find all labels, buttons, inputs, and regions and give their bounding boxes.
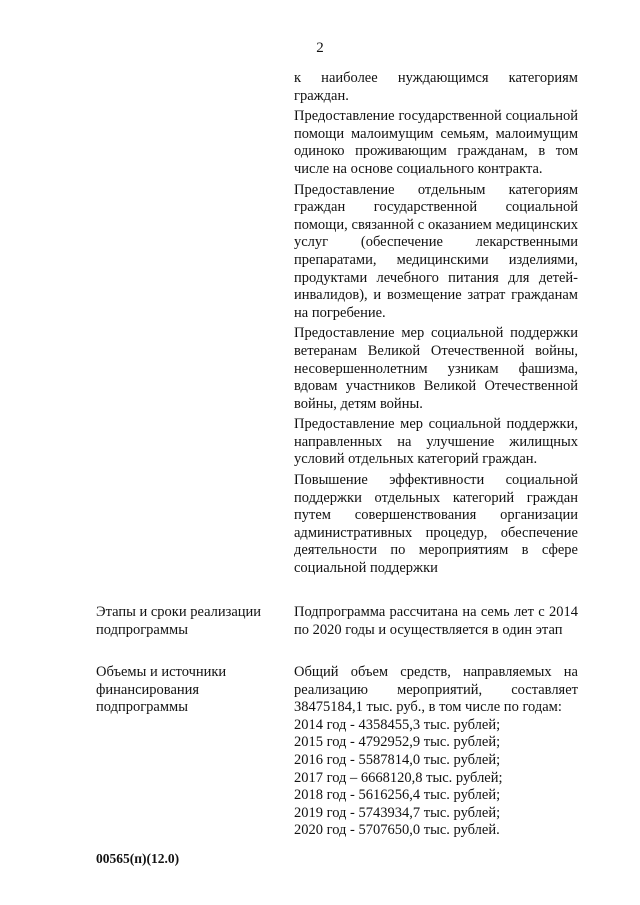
funding-year-line: 2018 год - 5616256,4 тыс. рублей;: [294, 787, 501, 804]
objectives-continuation: [294, 70, 578, 581]
objective-paragraph: Предоставление отдельным категориям граждан государственной социальной помощи, связанной с оказанием медицинских услуг (обеспечение лекарственными препаратами, медицинскими изделиями, продуктами лечебного питания для детей-инвалидов), и возмещение затрат гражданам на погребение.: [294, 181, 578, 321]
funding-year-line: 2014 год - 4358455,3 тыс. рублей;: [294, 716, 501, 733]
objective-paragraph: Предоставление государственной социальной помощи малоимущим семьям, малоимущим одиноко проживающим гражданам, в том числе на основе социального контракта.: [294, 108, 578, 177]
objective-paragraph: Повышение эффективности социальной поддержки отдельных категорий граждан путем совершенствования организации административных процедур, обеспечение деятельности по мероприятиям в сфере социальной поддержки: [294, 472, 578, 577]
funding-label: Объемы и источники финансирования подпрограммы: [96, 664, 227, 716]
stages-value: Подпрограмма рассчитана на семь лет с 2014 по 2020 годы и осуществляется в один этап: [294, 604, 578, 638]
stages-label: Этапы и сроки реализации подпрограммы: [96, 604, 262, 638]
funding-year-line: 2017 год – 6668120,8 тыс. рублей;: [294, 769, 503, 786]
funding-intro: Общий объем средств, направляемых на реализацию мероприятий, составляет 38475184,1 тыс. руб., в том числе по годам:: [294, 664, 578, 716]
objective-paragraph: Предоставление мер социальной поддержки ветеранам Великой Отечественной войны, несовершеннолетним узникам фашизма, вдовам участников Великой Отечественной войны, детям войны.: [294, 325, 578, 412]
page-number: 2: [316, 40, 324, 56]
funding-year-line: 2015 год - 4792952,9 тыс. рублей;: [294, 734, 501, 751]
objective-paragraph: Предоставление мер социальной поддержки, направленных на улучшение жилищных условий отдельных категорий граждан.: [294, 416, 578, 468]
document-code: 00565(п)(12.0): [96, 851, 180, 866]
funding-year-line: 2020 год - 5707650,0 тыс. рублей.: [294, 822, 500, 839]
funding-year-line: 2016 год - 5587814,0 тыс. рублей;: [294, 751, 501, 768]
funding-value: [294, 664, 578, 840]
objective-paragraph: к наиболее нуждающимся категориям граждан.: [294, 70, 578, 104]
funding-year-line: 2019 год - 5743934,7 тыс. рублей;: [294, 804, 501, 821]
